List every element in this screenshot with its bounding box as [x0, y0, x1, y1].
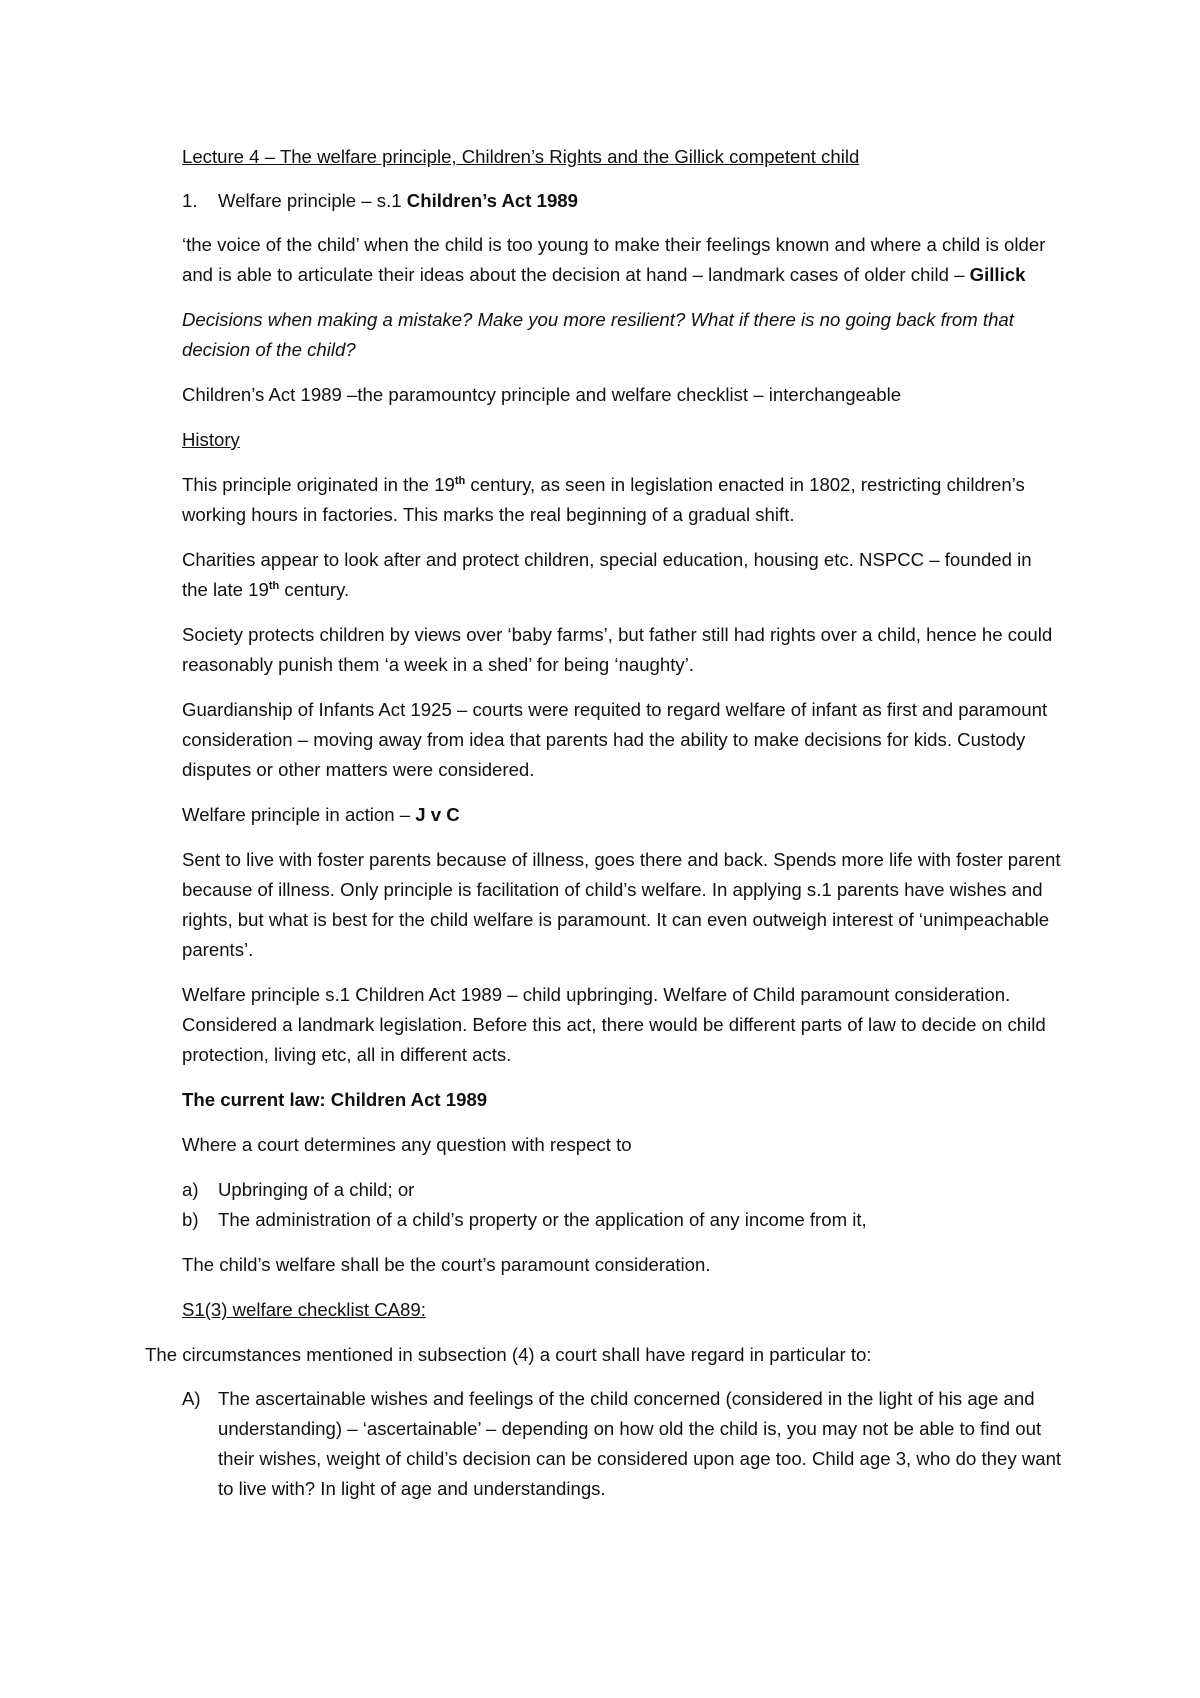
list-item [182, 1175, 1062, 1205]
list-ab [182, 1175, 1062, 1235]
j-v-c-case: J v C [415, 804, 460, 825]
list-item-text: Upbringing of a child; or [218, 1179, 415, 1200]
paragraph-foster: Sent to live with foster parents because of illness, goes there and back. Spends more life with foster parent because of illness. Only principle is facilitation of child’s welfare. In applying s.1 parents have wishes and rights, but what is best for the child welfare is paramount. It can even outweigh interest of ‘unimpeachable parents’. [182, 849, 1061, 960]
paragraph-voice-of-child [182, 230, 1062, 290]
paragraph-guardianship: Guardianship of Infants Act 1925 – courts were requited to regard welfare of infant as first and paramount consideration – moving away from idea that parents had the ability to make decisions for kids. Custody disputes or other matters were considered. [182, 699, 1048, 780]
section-number: 1. [182, 190, 198, 211]
history-superscript: th [454, 474, 466, 487]
charities-text-a: Charities appear to look after and protect children, special education, housing etc. NSPCC – founded in the late 19 [182, 549, 1032, 600]
paragraph-question: Decisions when making a mistake? Make you more resilient? What if there is no going back from that decision of the child? [182, 309, 1014, 360]
list-marker: A) [182, 1388, 201, 1409]
list-marker: a) [182, 1179, 199, 1200]
paragraph-paramountcy: Children’s Act 1989 –the paramountcy principle and welfare checklist – interchangeable [182, 384, 902, 405]
heading-welfare-checklist: S1(3) welfare checklist CA89: [182, 1299, 426, 1320]
document-body [145, 142, 1062, 1504]
section-heading-text [218, 186, 578, 216]
paragraph-paramount: The child’s welfare shall be the court’s paramount consideration. [182, 1254, 711, 1275]
list-item-text: The administration of a child’s property or the application of any income from it, [218, 1209, 867, 1230]
list-marker: b) [182, 1209, 199, 1230]
voice-text: ‘the voice of the child’ when the child is too young to make their feelings known and where a child is older and is able to articulate their ideas about the decision at hand – landmark cases of older child – [182, 234, 1046, 285]
list-item [182, 1205, 1062, 1235]
list-item [182, 1384, 1062, 1504]
history-text-b: century, as seen in legislation enacted in 1802, restricting children’s working hours in factories. This marks the real beginning of a gradual shift. [182, 474, 1025, 525]
heading-history: History [182, 429, 240, 450]
section-heading-1 [182, 186, 1062, 216]
heading-current-law: The current law: Children Act 1989 [182, 1089, 488, 1110]
list-item-text: The ascertainable wishes and feelings of the child concerned (considered in the light of his age and understanding) – ‘ascertainable’ – depending on how old the child is, you may not be able to find out their wishes, weight of child’s decision can be considered upon age too. Child age 3, who do they want to live with? In light of age and understandings. [218, 1388, 1062, 1499]
paragraph-circumstances: The circumstances mentioned in subsection (4) a court shall have regard in particular to: [145, 1344, 872, 1365]
paragraph-s1: Welfare principle s.1 Children Act 1989 – child upbringing. Welfare of Child paramount consideration. Considered a landmark legislation. Before this act, there would be different parts of law to decide on child protection, living etc, all in different acts. [182, 984, 1046, 1065]
section-heading-label: Welfare principle – s.1 [218, 190, 407, 211]
welfare-action-text: Welfare principle in action – [182, 804, 416, 825]
history-text-a: This principle originated in the 19 [182, 474, 455, 495]
paragraph-society: Society protects children by views over ‘baby farms’, but father still had rights over a child, hence he could reasonably punish them ‘a week in a shed’ for being ‘naughty’. [182, 624, 1053, 675]
list-checklist [182, 1384, 1062, 1504]
page-title: Lecture 4 – The welfare principle, Children’s Rights and the Gillick competent child [182, 146, 860, 167]
paragraph-history [182, 470, 1062, 530]
paragraph-welfare-action [182, 800, 1062, 830]
paragraph-charities [182, 545, 1062, 605]
section-heading-act: Children’s Act 1989 [406, 190, 578, 211]
charities-text-b: century. [279, 579, 350, 600]
gillick-case: Gillick [969, 264, 1026, 285]
paragraph-where-court: Where a court determines any question with respect to [182, 1134, 632, 1155]
charities-superscript: th [268, 579, 280, 592]
